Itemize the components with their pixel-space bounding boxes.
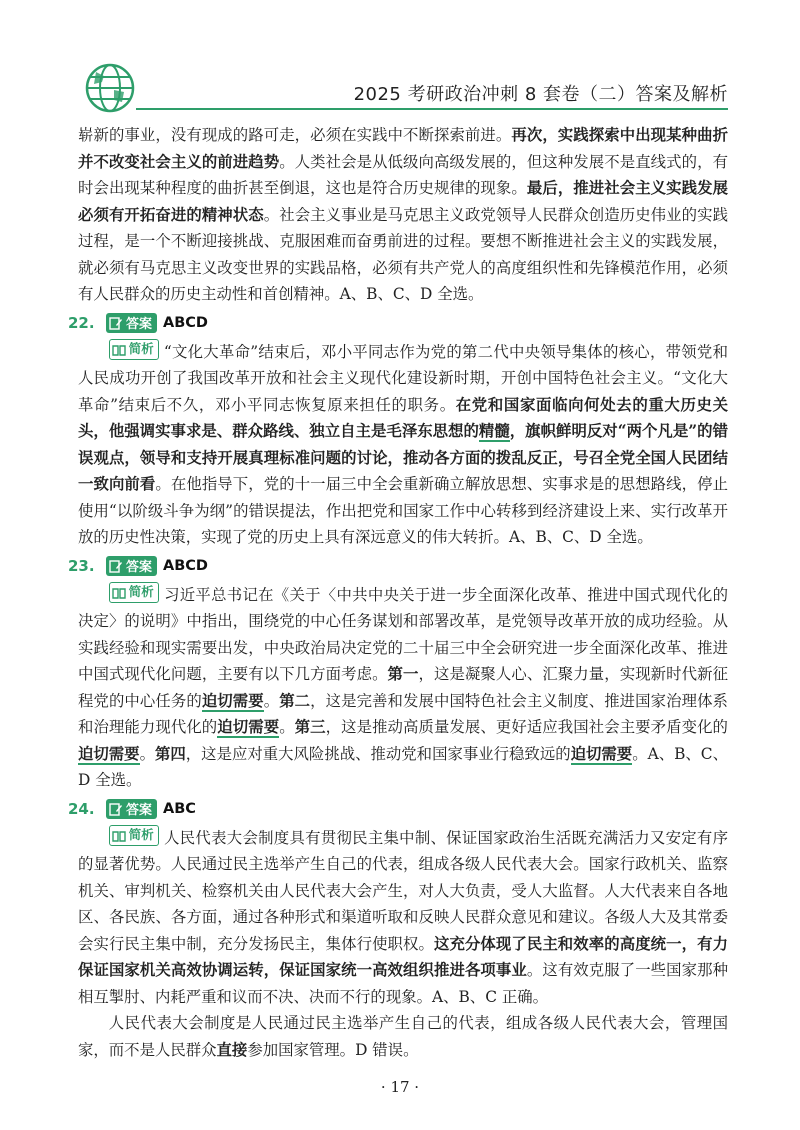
- q23-underline-2: 迫切需要: [217, 718, 280, 736]
- q23-bold-3: 第三: [294, 718, 326, 736]
- q23-text-4: ，这是完善和发展中国特色社会主义制度、推进国家治理体系和治理能力现代化的: [78, 691, 728, 736]
- q23-text-2: ，这是凝聚人心、汇聚力量，实现新时代新征程党的中心任务的: [78, 665, 728, 710]
- answer-badge: [106, 799, 157, 819]
- question-number: 24.: [68, 799, 95, 818]
- page-header: [84, 52, 728, 112]
- question-22-analysis: [78, 339, 728, 551]
- book-icon: [112, 587, 126, 599]
- intro-bold-1: 再次，实践探索中出现某种曲折并不改变社会主义的前进趋势: [78, 126, 728, 171]
- q24-bold-1: 这充分体现了民主和效率的高度统一，有力保证国家机关高效协调运转，保证国家统一高效组织推进各项事业: [78, 934, 728, 979]
- question-number: 22.: [68, 313, 95, 332]
- q23-underline-1: 迫切需要: [201, 691, 264, 710]
- question-23-analysis: [78, 582, 728, 794]
- answer-label: 答案: [126, 317, 153, 332]
- q24-p2-text-2: 参加国家管理。D 错误。: [247, 1040, 419, 1059]
- pencil-note-icon: [109, 559, 123, 573]
- question-number: 23.: [68, 556, 95, 575]
- intro-bold-2: 最后，推进社会主义实践发展必须有开拓奋进的精神状态: [78, 179, 728, 224]
- q22-bold-1: 在党和国家面临向何处去的重大历史关头，他强调实事求是、群众路线、独立自主是毛泽东思想的: [78, 395, 728, 440]
- intro-text-2: 。人类社会是从低级向高级发展的，但这种发展不是直线式的，有时会出现某种程度的曲折甚至倒退，这也是符合历史规律的现象。: [78, 152, 728, 197]
- question-23-answer-line: [68, 552, 728, 580]
- q22-text-1: “文化大革命”结束后，邓小平同志作为党的第二代中央领导集体的核心，带领党和人民成功开创了我国改革开放和社会主义现代化建设新时期，开创中国特色社会主义。“文化大革命”结束后不久，邓小平同志恢复原来担任的职务。: [78, 342, 728, 414]
- q23-text-9: 。A、B、C、D 全选。: [78, 744, 728, 789]
- answer-badge: [106, 556, 157, 576]
- answer-label: 答案: [126, 560, 153, 575]
- globe-logo-icon: [84, 62, 136, 114]
- intro-text-3: 。社会主义事业是马克思主义政党领导人民群众创造历史伟业的实践过程，是一个不断迎接挑战、克服困难而奋勇前进的过程。要想不断推进社会主义的实践发展，就必须有马克思主义改变世界的实践品格，必须有共产党人的高度组织性和先锋模范作用，必须有人民群众的历史主动性和首创精神。A、B、C、D 全选。: [78, 205, 728, 303]
- header-title: 2025 考研政治冲刺 8 套卷（二）答案及解析: [353, 84, 728, 105]
- q24-text-1: 人民代表大会制度具有贯彻民主集中制、保证国家政治生活既充满活力又安定有序的显著优势。人民通过民主选举产生自己的代表，组成各级人民代表大会。国家行政机关、监察机关、审判机关、检察机关由人民代表大会产生，对人大负责，受人大监督。人大代表来自各地区、各民族、各方面，通过各种形式和渠道听取和反映人民群众意见和建议。各级人大及其常委会实行民主集中制，充分发扬民主，集体行使职权。: [78, 828, 728, 953]
- q23-bold-1: 第一: [387, 665, 419, 683]
- book-icon: [112, 830, 126, 842]
- question-24-analysis: [78, 825, 728, 1011]
- q24-p2-bold: 直接: [216, 1040, 248, 1059]
- q22-underline-1: 精髓: [478, 422, 510, 440]
- analysis-label: 简析: [128, 584, 154, 600]
- analysis-label: 简析: [128, 827, 154, 843]
- q24-text-2: 。这有效克服了一些国家那种相互掣肘、内耗严重和议而不决、决而不行的现象。A、B、C 正确。: [78, 961, 728, 1006]
- analysis-badge: [109, 582, 159, 603]
- analysis-badge: [109, 825, 159, 846]
- page-number: · 17 ·: [380, 1078, 420, 1096]
- q24-p2-text-1: 人民代表大会制度是人民通过民主选举产生自己的代表，组成各级人民代表大会，管理国家，而不是人民群众: [78, 1014, 728, 1059]
- q23-bold-2: 第二: [279, 691, 311, 710]
- q23-underline-4: 迫切需要: [570, 744, 633, 763]
- answer-value: ABC: [163, 800, 196, 817]
- pencil-note-icon: [109, 802, 123, 816]
- q22-bold-2: ，旗帜鲜明反对“两个凡是”的错误观点，领导和支持开展真理标准问题的讨论，推动各方面的拨乱反正，号召全党全国人民团结一致向前看: [78, 422, 728, 493]
- page-content: [68, 122, 728, 1063]
- question-24-answer-line: [68, 795, 728, 823]
- intro-text-1: 崭新的事业，没有现成的路可走，必须在实践中不断探索前进。: [78, 126, 512, 144]
- q22-text-2: 。在他指导下，党的十一届三中全会重新确立解放思想、实事求是的思想路线，停止使用“以阶级斗争为纲”的错误提法，作出把党和国家工作中心转移到经济建设上来、实行改革开放的历史性决策，实现了党的历史上具有深远意义的伟大转折。A、B、C、D 全选。: [78, 475, 728, 546]
- q23-text-1: 习近平总书记在《关于〈中共中央关于进一步全面深化改革、推进中国式现代化的决定〉的说明》中指出，围绕党的中心任务谋划和部署改革，是党领导改革开放的成功经验。从实践经验和现实需要出发，中央政治局决定党的二十届三中全会研究进一步全面深化改革、推进中国式现代化问题，主要有以下几方面考虑。: [78, 585, 728, 683]
- q23-text-6: ，这是推动高质量发展、更好适应我国社会主要矛盾变化的: [325, 718, 728, 736]
- analysis-label: 简析: [128, 341, 154, 357]
- q23-text-5: 。: [279, 718, 295, 736]
- pencil-note-icon: [109, 316, 123, 330]
- header-rule: [136, 108, 728, 110]
- q23-text-8: ，这是应对重大风险挑战、推动党和国家事业行稳致远的: [185, 744, 571, 763]
- q23-bold-4: 第四: [154, 744, 186, 763]
- question-22-answer-line: [68, 309, 728, 337]
- answer-label: 答案: [126, 803, 153, 818]
- intro-paragraph: [78, 122, 728, 308]
- q23-text-7: 。: [139, 744, 155, 763]
- book-icon: [112, 344, 126, 356]
- q23-underline-3: 迫切需要: [78, 744, 140, 763]
- question-24-paragraph-2: [78, 1010, 728, 1063]
- analysis-badge: [109, 339, 159, 360]
- q23-text-3: 。: [263, 691, 280, 710]
- answer-value: ABCD: [163, 557, 208, 574]
- answer-value: ABCD: [163, 314, 208, 331]
- answer-badge: [106, 313, 157, 333]
